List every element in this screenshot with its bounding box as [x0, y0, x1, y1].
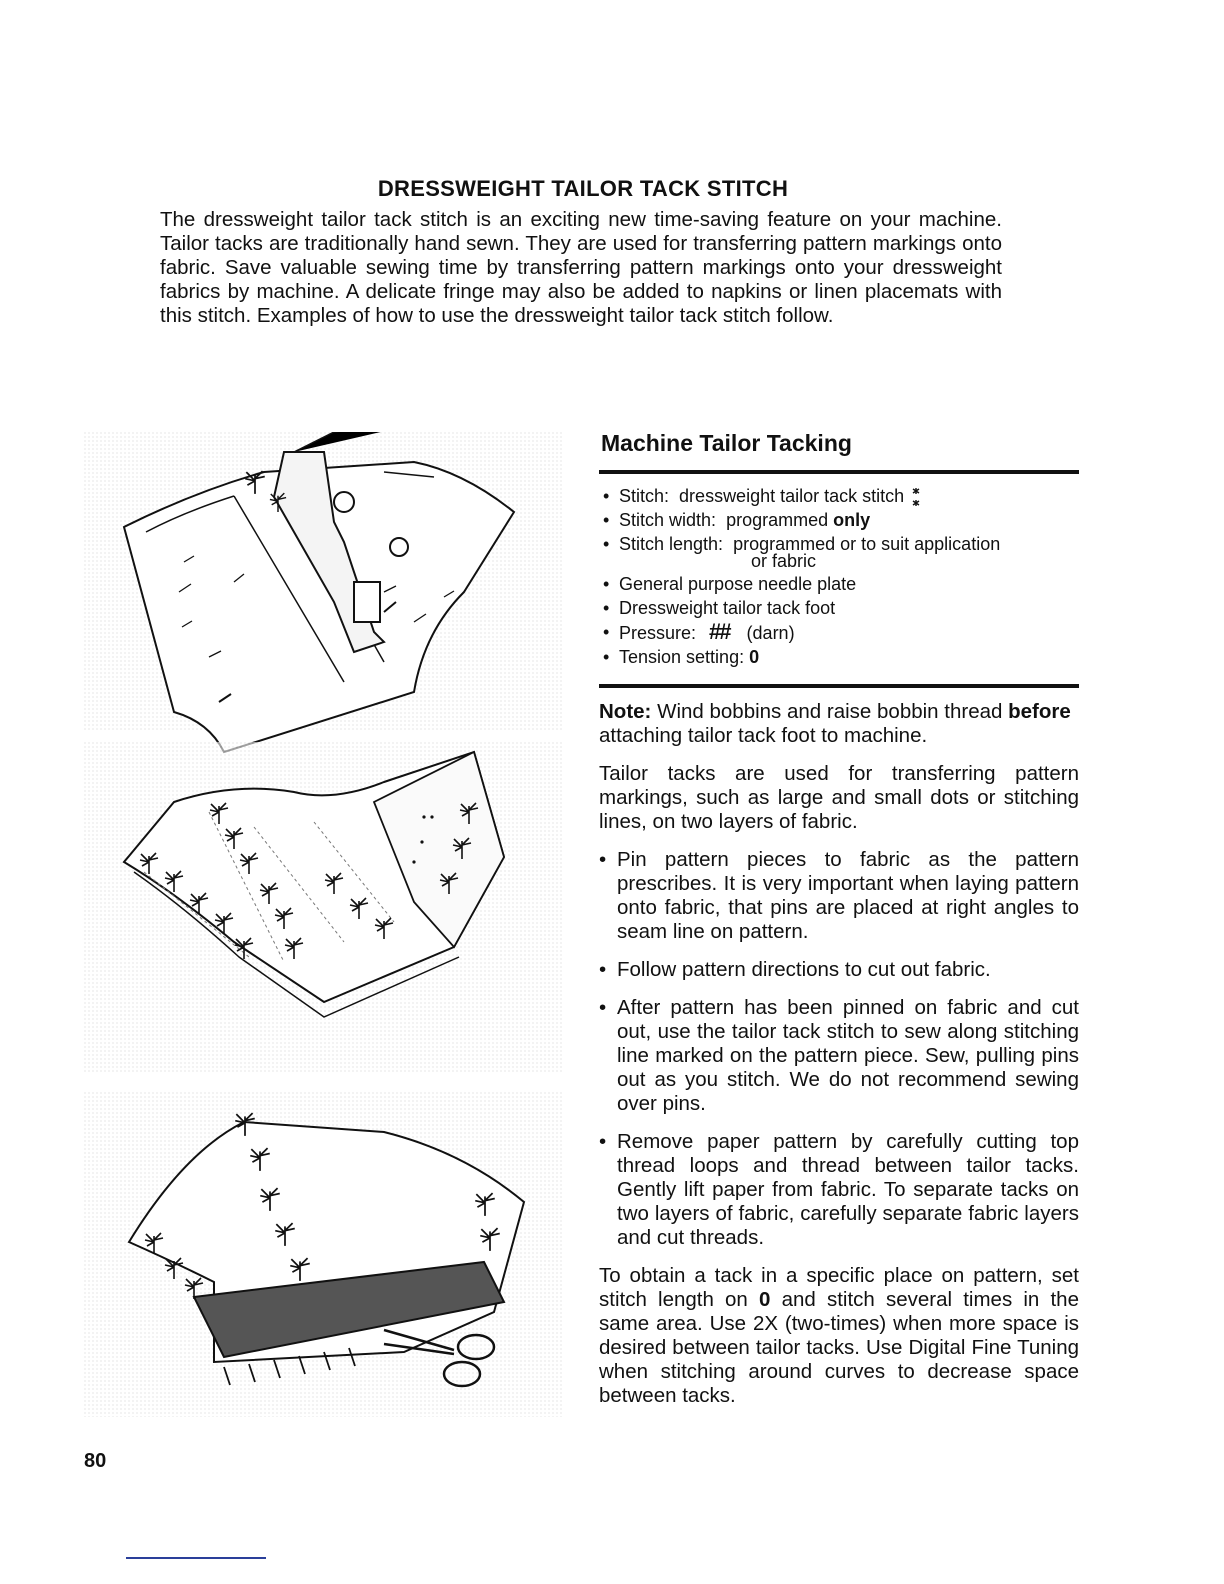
section-rule-top	[599, 470, 1079, 474]
footer-rule	[126, 1557, 266, 1559]
note-paragraph: Note: Wind bobbins and raise bobbin thread before attaching tailor tack foot to machine.	[599, 700, 1071, 747]
list-item: • Follow pattern directions to cut out fabric.	[599, 958, 1079, 982]
page-title: DRESSWEIGHT TAILOR TACK STITCH	[377, 176, 789, 201]
intro-instructions: Tailor tacks are used for transferring pattern markings, such as large and small dots or stitching lines, on two layers of fabric.	[599, 762, 1079, 833]
spec-needle-plate: • General purpose needle plate	[601, 572, 1081, 596]
spec-tension: • Tension setting: 0	[601, 645, 1081, 669]
illustration-sewing-machine-foot	[84, 432, 564, 752]
instructions-body	[599, 700, 1079, 1422]
list-item: • Remove paper pattern by carefully cutting top thread loops and thread between tailor tacks. Gently lift paper from fabric. To separate tacks on two layers of fabric, carefully separate fabric layers and cut threads.	[599, 1130, 1079, 1250]
spec-pressure: • Pressure: ## (darn)	[601, 620, 1081, 645]
list-item: • Pin pattern pieces to fabric as the pattern prescribes. It is very important when laying pattern onto fabric, that pins are placed at right angles to seam line on pattern.	[599, 848, 1079, 944]
final-paragraph: To obtain a tack in a specific place on pattern, set stitch length on 0 and stitch several times in the same area. Use 2X (two-times) when more space is desired between tailor tacks. Use Digital Fine Tuning when stitching around curves to decrease space between tacks.	[599, 1264, 1079, 1407]
darn-pressure-icon: ##	[709, 619, 730, 645]
tailor-tack-illustrations	[84, 432, 564, 1417]
spec-foot: • Dressweight tailor tack foot	[601, 596, 1081, 620]
list-item: • After pattern has been pinned on fabric and cut out, use the tailor tack stitch to sew along stitching line marked on the pattern piece. Sew, pulling pins out as you stitch. We do not recommend sewing over pins.	[599, 996, 1079, 1116]
spec-stitch-length: • Stitch length: programmed or to suit application or fabric	[601, 532, 1081, 570]
illustration-cutting-threads	[84, 1092, 564, 1417]
tailor-tack-stitch-icon	[909, 486, 923, 508]
spec-stitch-width: • Stitch width: programmed only	[601, 508, 1081, 532]
settings-list	[601, 484, 1081, 669]
section-rule-bottom	[599, 684, 1079, 688]
section-title: Machine Tailor Tacking	[601, 430, 852, 456]
illustration-tacks-on-pattern	[84, 742, 564, 1072]
intro-paragraph: The dressweight tailor tack stitch is an exciting new time-saving feature on your machine. Tailor tacks are traditionally hand sewn. They are used for transferring pattern markings onto fabric. Save valuable sewing time by transferring pattern markings onto your dressweight fabrics by machine. A delicate fringe may also be added to napkins or linen placemats with this stitch. Examples of how to use the dressweight tailor tack stitch follow.	[160, 208, 1002, 327]
spec-stitch: • Stitch: dressweight tailor tack stitch	[601, 484, 1081, 508]
page-number: 80	[84, 1450, 107, 1472]
